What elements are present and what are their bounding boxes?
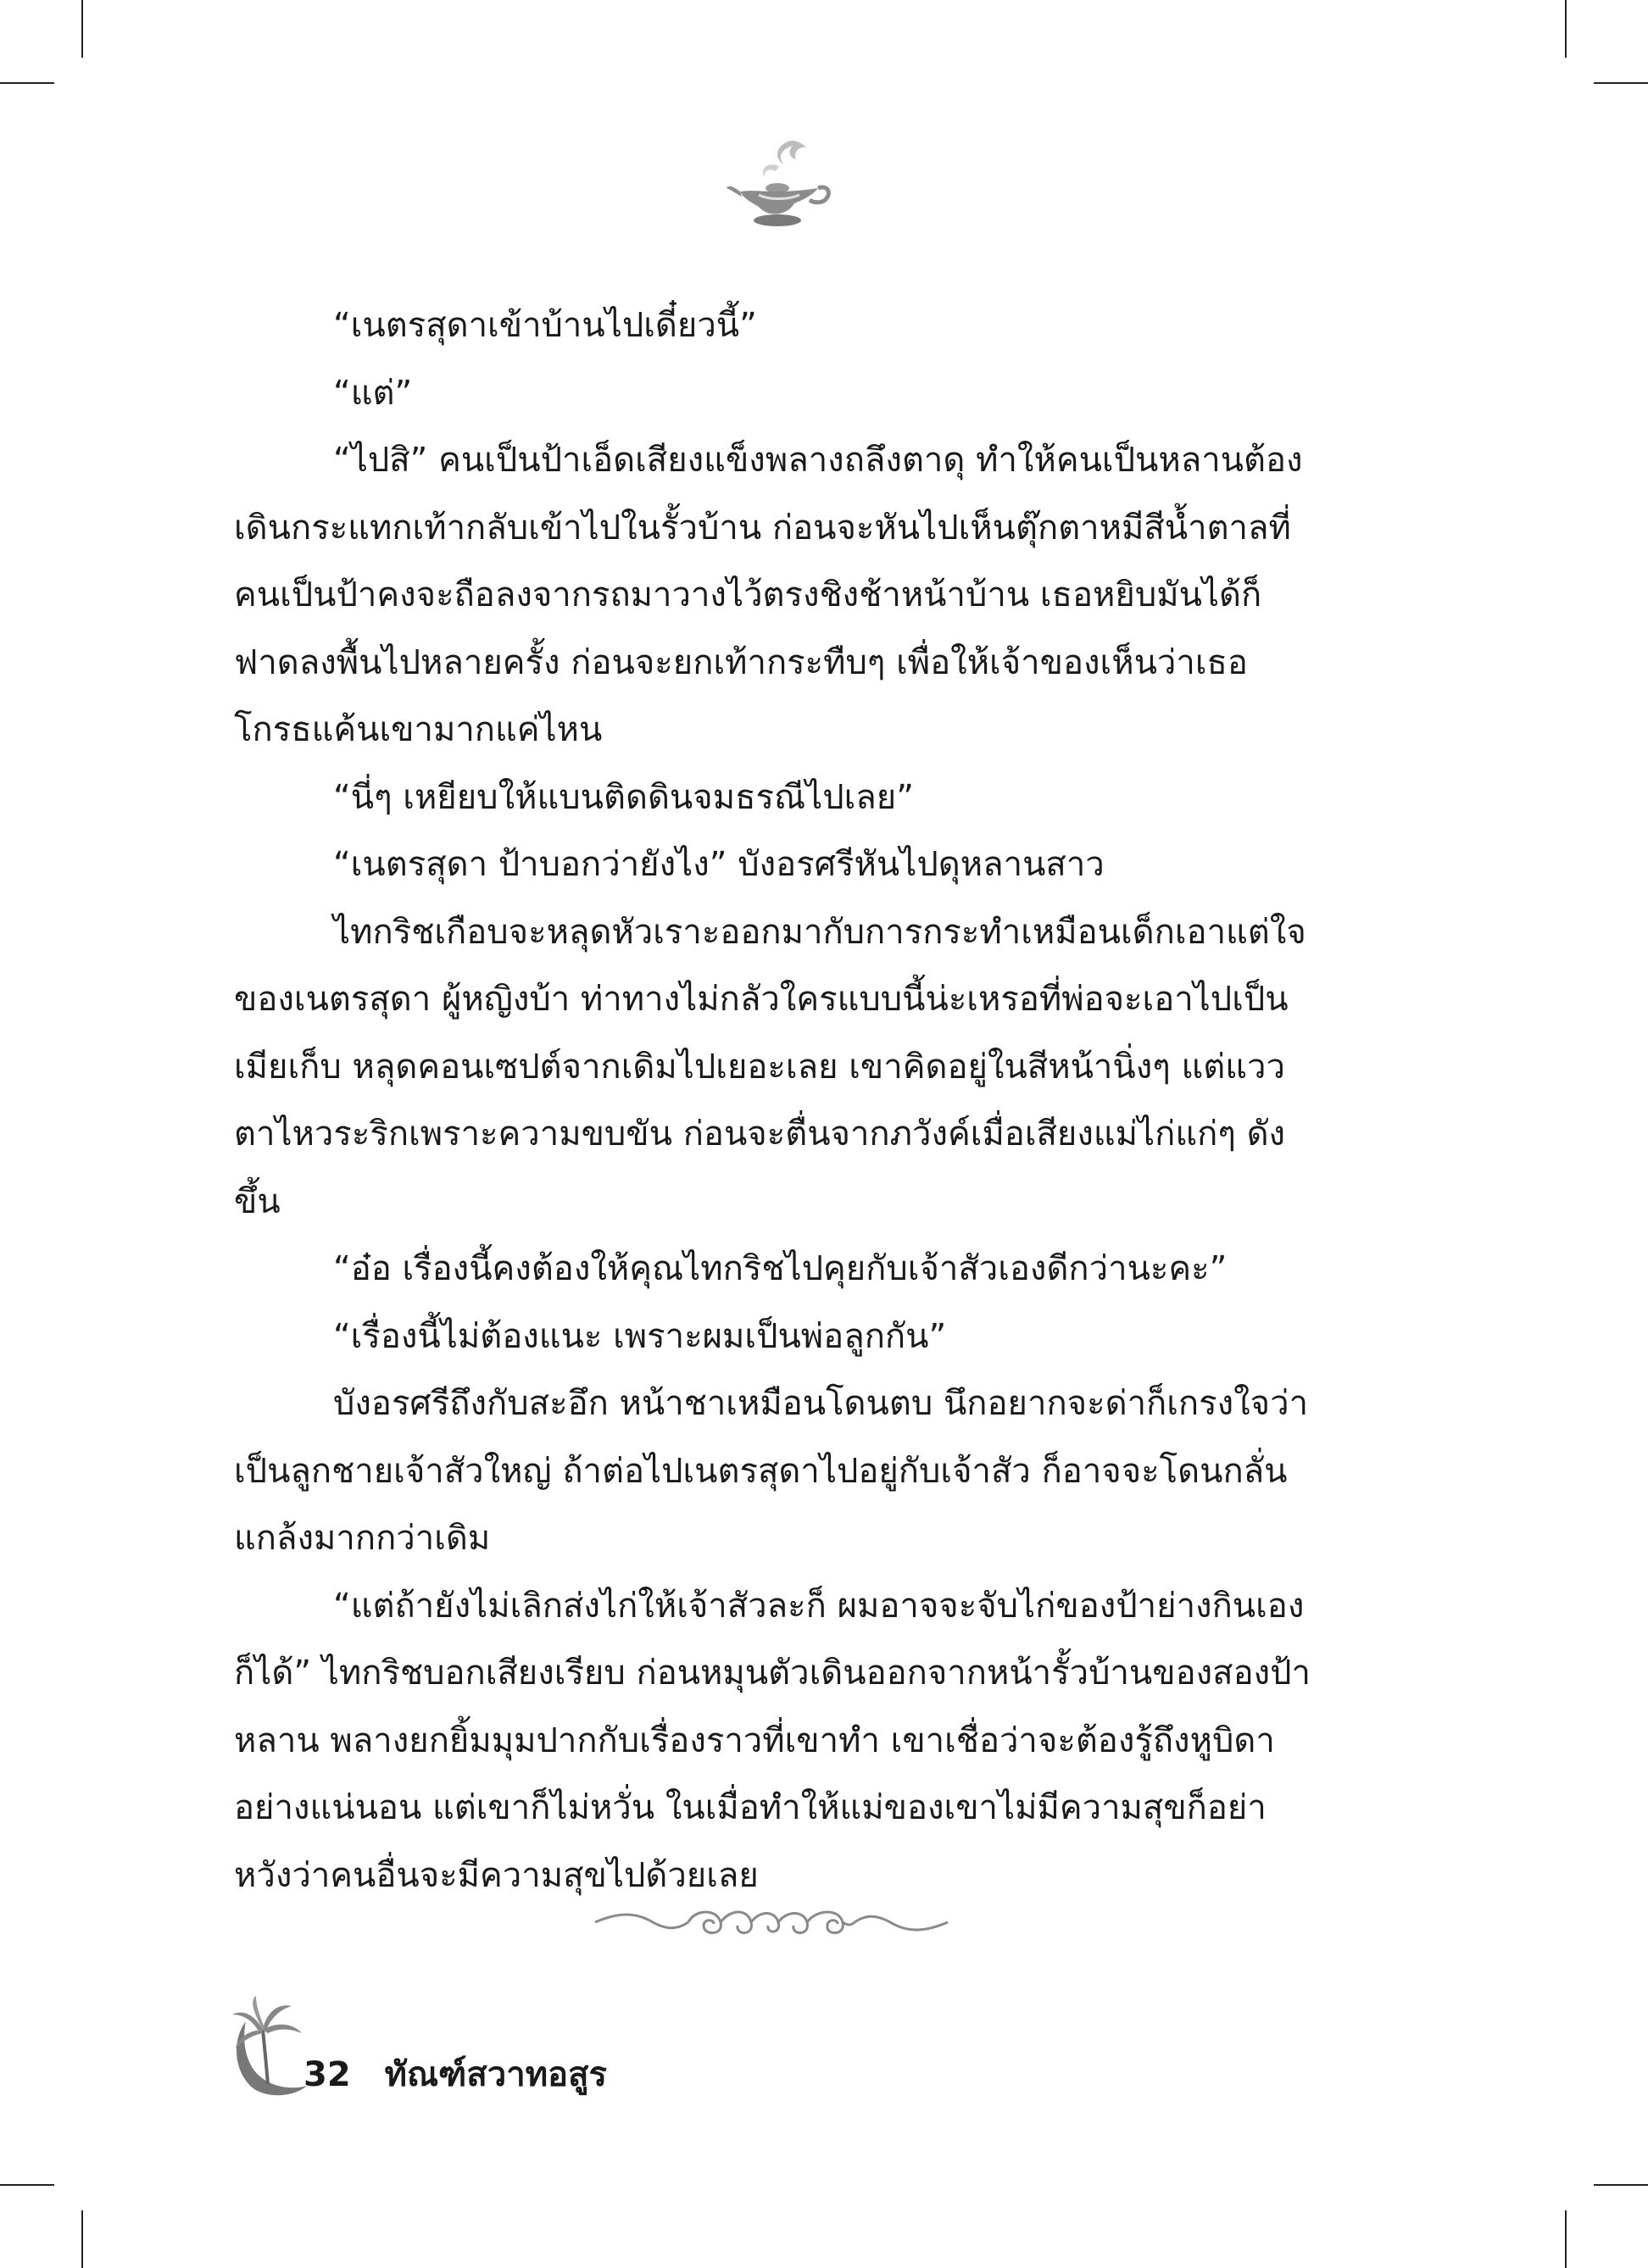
paragraph: “แต่ถ้ายังไม่เลิกส่งไก่ให้เจ้าสัวละก็ ผมอาจจะจับไก่ของป้าย่างกินเองก็ได้” ไทกริชบอกเสียงเรียบ ก่อนหมุนตัวเดินออกจากหน้ารั้วบ้านของสองป้าหลาน พลางยกยิ้มมุมปากกับเรื่องราวที่เขาทำ เขาเชื่อว่าจะต้องรู้ถึงหูบิดาอย่างแน่นอน แต่เขาก็ไม่หวั่น ในเมื่อทำให้แม่ของเขาไม่มีความสุขก็อย่าหวังว่าคนอื่นจะมีความสุขไปด้วยเลย — [234, 1586, 1311, 1895]
page-number: 32 — [303, 2055, 351, 2094]
crop-mark — [81, 0, 83, 58]
book-title: ทัณฑ์สวาทอสูร — [384, 2055, 607, 2094]
genie-lamp-icon — [725, 136, 835, 237]
paragraph: “เนตรสุดาเข้าบ้านไปเดี๋ยวนี้” — [333, 306, 757, 345]
crop-mark — [0, 2184, 54, 2186]
paragraph: “เรื่องนี้ไม่ต้องแนะ เพราะผมเป็นพ่อลูกกัน” — [333, 1316, 947, 1356]
crop-mark — [1594, 82, 1648, 84]
paragraph: ไทกริชเกือบจะหลุดหัวเราะออกมากับการกระทำเหมือนเด็กเอาแต่ใจของเนตรสุดา ผู้หญิงบ้า ท่าทางไม่กลัวใครแบบนี้น่ะเหรอที่พ่อจะเอาไปเป็นเมียเก็บ หลุดคอนเซปต์จากเดิมไปเยอะเลย เขาคิดอยู่ในสีหน้านิ่งๆ แต่แววตาไหวระริกเพราะความขบขัน ก่อนจะตื่นจากภวังค์เมื่อเสียงแม่ไก่แก่ๆ ดังขึ้น — [234, 912, 1306, 1221]
crop-mark — [1565, 2210, 1567, 2268]
crop-mark — [1594, 2184, 1648, 2186]
flourish-divider-icon — [593, 1897, 949, 1948]
paragraph: “อ๋อ เรื่องนี้คงต้องให้คุณไทกริชไปคุยกับเจ้าสัวเองดีกว่านะคะ” — [333, 1249, 1228, 1288]
paragraph: บังอรศรีถึงกับสะอึก หน้าชาเหมือนโดนตบ นึกอยากจะด่าก็เกรงใจว่าเป็นลูกชายเจ้าสัวใหญ่ ถ้าต่อไปเนตรสุดาไปอยู่กับเจ้าสัว ก็อาจจะโดนกลั่นแกล้งมากกว่าเดิม — [234, 1384, 1309, 1558]
page-footer — [303, 2047, 641, 2101]
paragraph: “เนตรสุดา ป้าบอกว่ายังไง” บังอรศรีหันไปดุหลานสาว — [333, 845, 1105, 884]
body-text — [234, 292, 1315, 1909]
paragraph: “แต่” — [333, 373, 413, 413]
palm-tree-moon-icon — [229, 1996, 314, 2098]
crop-mark — [0, 82, 54, 84]
crop-mark — [81, 2210, 83, 2268]
crop-mark — [1565, 0, 1567, 58]
paragraph: “ไปสิ” คนเป็นป้าเอ็ดเสียงแข็งพลางถลึงตาดุ ทำให้คนเป็นหลานต้องเดินกระแทกเท้ากลับเข้าไปในรั้วบ้าน ก่อนจะหันไปเห็นตุ๊กตาหมีสีน้ำตาลที่คนเป็นป้าคงจะถือลงจากรถมาวางไว้ตรงชิงช้าหน้าบ้าน เธอหยิบมันได้ก็ฟาดลงพื้นไปหลายครั้ง ก่อนจะยกเท้ากระทืบๆ เพื่อให้เจ้าของเห็นว่าเธอโกรธแค้นเขามากแค่ไหน — [234, 441, 1303, 749]
paragraph: “นี่ๆ เหยียบให้แบนติดดินจมธรณีไปเลย” — [333, 777, 914, 817]
